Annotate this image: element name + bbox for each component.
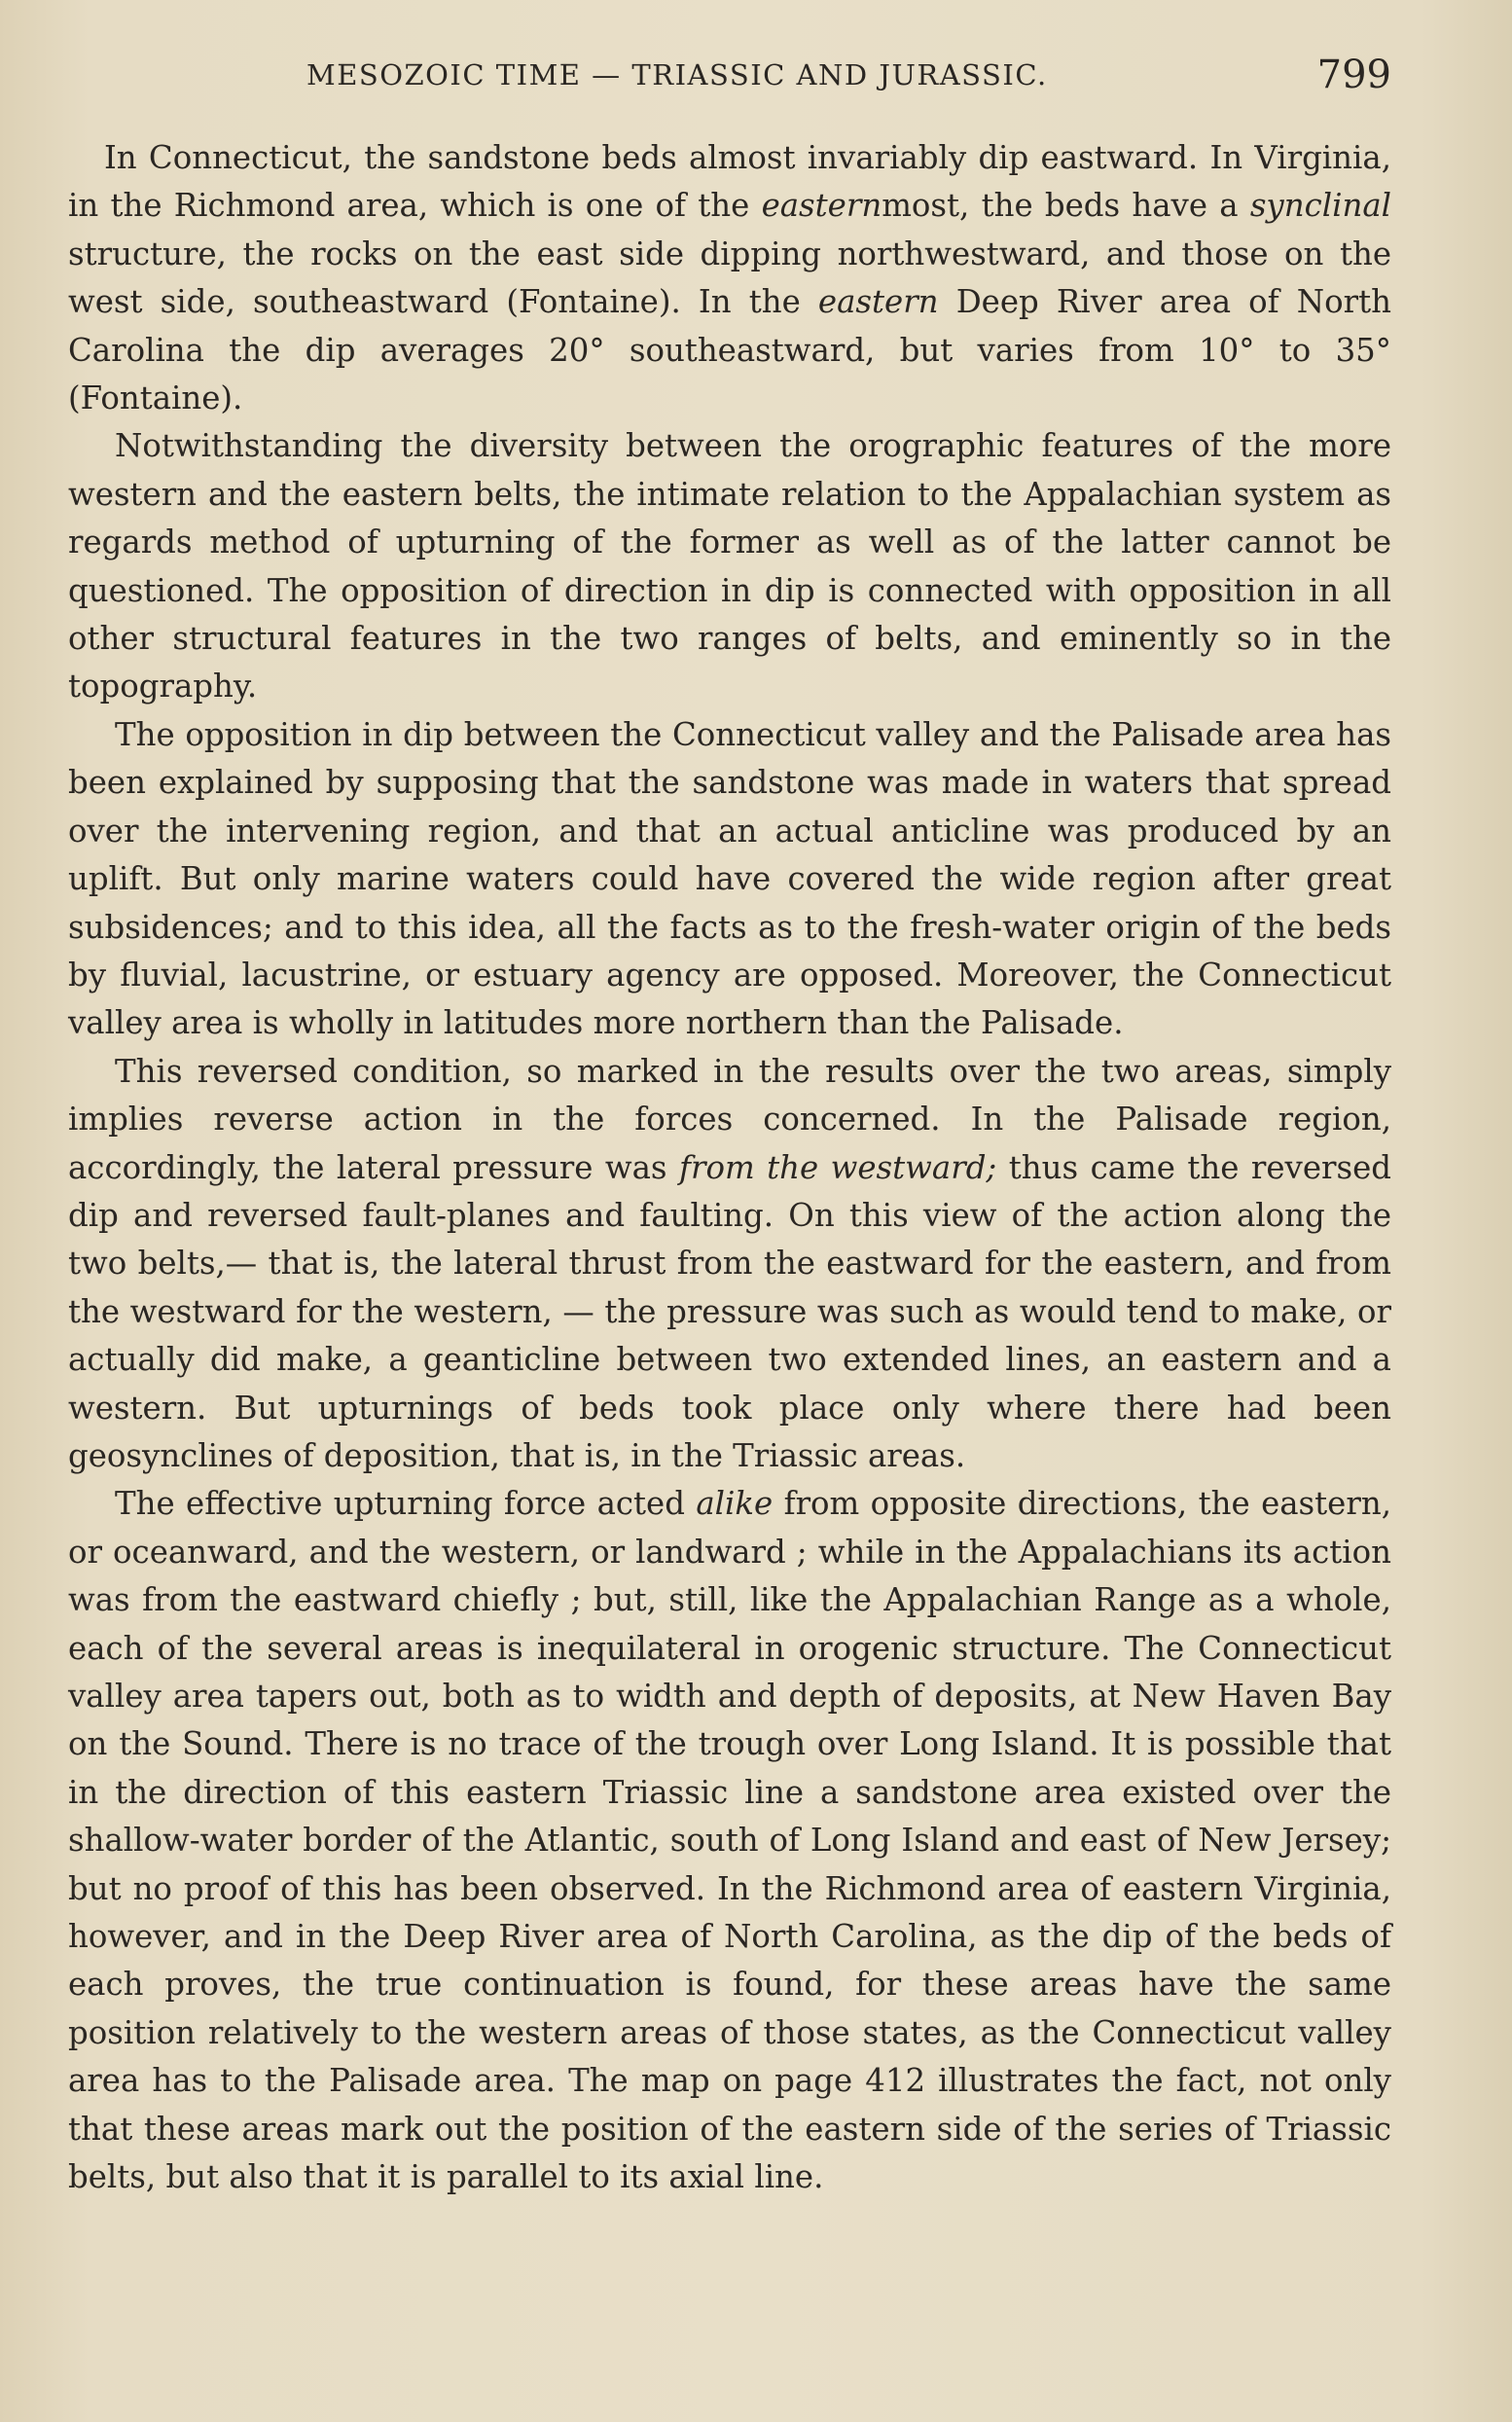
text-segment: The effective upturning force acted <box>115 1485 697 1523</box>
text-segment: structure, the rocks on the east side dipping northwestward, and those on the west side, southeastward (Fontaine). In the <box>68 235 1391 321</box>
paragraph-1 <box>68 134 1391 422</box>
paragraph-4 <box>68 1048 1391 1481</box>
text-segment: from opposite directions, the eastern, or oceanward, and the western, or landward ; while in the Appalachians its action was from the eastward chiefly ; but, still, like the Appalachian Range as a whole, each of the several areas is inequilateral in orogenic structure. The Connecticut valley area tapers out, both as to width and depth of deposits, at New Haven Bay on the Sound. There is no trace of the trough over Long Island. It is possible that in the direction of this eastern Triassic line a sandstone area existed over the shallow-water border of the Atlantic, south of Long Island and east of New Jersey; but no proof of this has been observed. In the Richmond area of eastern Virginia, however, and in the Deep River area of North Carolina, as the dip of the beds of each proves, the true continuation is found, for these areas have the same position relatively to the western areas of those states, as the Connecticut valley area has to the Palisade area. The map on page 412 illustrates the fact, not only that these areas mark out the position of the eastern side of the series of Triassic belts, but also that it is parallel to its axial line. <box>68 1485 1391 2196</box>
text-segment: Deep River area of North Carolina the dip averages 20° southeastward, but varies from 10° to 35° (Fontaine). <box>68 283 1392 417</box>
italic-text-segment: from the westward; <box>679 1148 997 1186</box>
text-segment: most, the beds have a <box>882 187 1250 225</box>
running-head <box>68 53 1391 117</box>
body-text <box>68 134 1391 2201</box>
paragraph-3 <box>68 711 1391 1048</box>
text-segment: thus came the reversed dip and reversed fault-planes and faulting. On this view of the action along the two belts,— that is, the lateral thrust from the eastward for the eastern, and from the westward for the western, — the pressure was such as would tend to make, or actually did make, a geanticline between two extended lines, an eastern and a western. But upturnings of beds took place only where there had been geosynclines of deposition, that is, in the Triassic areas. <box>68 1148 1391 1474</box>
text-segment: Notwithstanding the diversity between the orographic features of the more western and the eastern belts, the intimate relation to the Appalachian system as regards method of upturning of the former as well as of the latter cannot be questioned. The opposition of direction in dip is connected with opposition in all other structural features in the two ranges of belts, and eminently so in the topography. <box>68 427 1391 705</box>
text-segment: This reversed condition, so marked in the results over the two areas, simply implies reverse action in the forces concerned. In the Palisade region, accordingly, the lateral pressure was <box>68 1052 1391 1186</box>
paragraph-2 <box>68 422 1391 710</box>
text-segment: In Connecticut, the sandstone beds almost invariably dip eastward. In Virginia, in the Richmond area, which is one of the <box>68 139 1391 225</box>
running-title: MESOZOIC TIME — TRIASSIC AND JURASSIC. <box>306 58 1048 91</box>
italic-text-segment: eastern <box>817 283 939 321</box>
italic-text-segment: eastern <box>761 187 882 225</box>
text-segment: The opposition in dip between the Connecticut valley and the Palisade area has been explained by supposing that the sandstone was made in waters that spread over the intervening region, and that an actual anticline was produced by an uplift. But only marine waters could have covered the wide region after great subsidences; and to this idea, all the facts as to the fresh-water origin of the beds by fluvial, lacustrine, or estuary agency are opposed. Moreover, the Connecticut valley area is wholly in latitudes more northern than the Palisade. <box>68 715 1391 1042</box>
italic-text-segment: synclinal <box>1249 187 1391 225</box>
italic-text-segment: alike <box>696 1485 774 1523</box>
paragraph-5 <box>68 1480 1391 2201</box>
page-number: 799 <box>1316 53 1391 97</box>
